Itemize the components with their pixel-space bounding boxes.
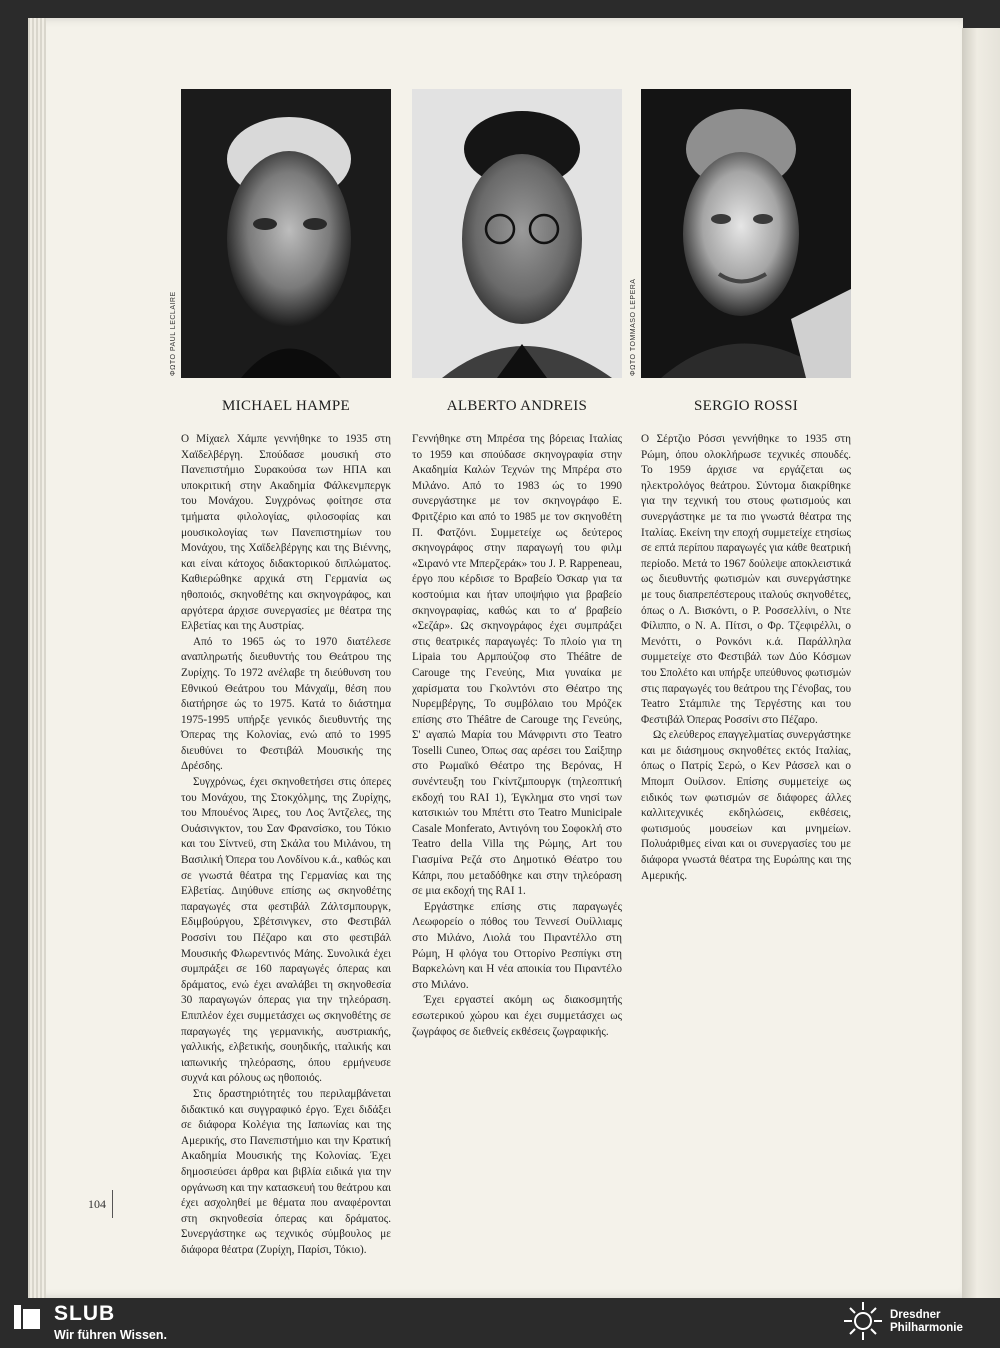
portrait-photo-rossi <box>641 89 851 378</box>
portrait-photo-andreis <box>412 89 622 378</box>
person-name-andreis: ALBERTO ANDREIS <box>446 398 588 414</box>
person-name-rossi: SERGIO ROSSI <box>693 398 799 414</box>
philharmonie-logo-icon[interactable] <box>842 1300 884 1342</box>
library-tagline: Wir führen Wissen. <box>54 1328 167 1342</box>
partner-name-line: Philharmonie <box>890 1322 963 1334</box>
library-name[interactable]: SLUB <box>54 1302 116 1325</box>
person-name-hampe: MICHAEL HAMPE <box>222 398 350 414</box>
slub-logo-icon[interactable] <box>14 1305 40 1329</box>
bio-paragraph: Εργάστηκε επίσης στις παραγωγές Λεωφορείο ο πόθος του Τεννεσί Ουίλλιαμς στο Μιλάνο, Λιολά του Πιραντέλλο στη Ρώμη, Η φλόγα του Οττορίνο Ρεσπίγκι στη Βαρκελώνη και Η νέα αποικία του Πιραντέλο στο Μιλάνο. <box>412 900 622 991</box>
bio-paragraph: Γεννήθηκε στη Μπρέσα της βόρειας Ιταλίας το 1959 και σπούδασε σκηνογραφία στην Ακαδημία Καλών Τεχνών της Μπρέρα στο Μιλάνο. Από το 1983 ώς το 1990 συνεργάστηκε με τον σκηνογράφο Ε. Φριτζέριο και από το 1985 με τον σκηνοθέτη Π. Φατζόνι. Συμμετείχε ως δεύτερος σκηνογράφος στην παραγωγή του φιλμ «Σιρανό ντε Μπερζεράκ» του J. P. Rappeneau, έργο που κέρδισε το Βραβείο Όσκαρ για τα κοστούμια και ήταν υποψήφιο για βραβείο σκηνογραφίας, καθώς και το α' βραβείο «Σεζάρ». Ως σκηνογράφος έχει συμπράξει στις θεατρικές παραγωγές: Το πλοίο για τη Lipaia του Αρμπούζοφ στο Théâtre de Carouge της Γενεύης, Μια γυναίκα με χαρίσματα του Γκολντόνι στο Θέατρο της Νυρεμβέργης, Το συμβόλαιο του Μρόζεκ επίσης στο Théâtre de Carouge της Γενεύης, Σ' αγαπώ Μαρία του Μάνφριντι στο Teatro Toselli Cuneo, Όπως σας αρέσει του Σαίξπηρ στο Ρωμαϊκό Θέατρο της Βερόνας, Η συνέντευξη του Γκίντζμπουργκ (τηλεοπτική εκδοχή του RAI 1), Έγκλημα στο νησί των κατσικιών του Μπέττι στο Teatro Municipale Casale Monferato, Αντιγόνη του Σοφοκλή στο Teatro della Villa της Ρώμης, Art του Γιασμίνα Ρεζά στο Δημοτικό Θέατρο του Κάπρι, που μεταδόθηκε και στην τηλεόραση σε μια εκδοχή της RAI 1. <box>412 433 622 898</box>
partner-name-line: Dresdner <box>890 1309 941 1321</box>
bio-paragraph: Από το 1965 ώς το 1970 διατέλεσε αναπληρωτής διευθυντής του Θεάτρου της Ζυρίχης. Το 1972 ανέλαβε τη διεύθυνση του Εθνικού Θεάτρου του Μάνχαϊμ, θέση που διατήρησε ώς το 1975. Κατά το διάστημα 1975-1995 υπήρξε γενικός διευθυντής της Όπερας της Κολονίας, ενώ από το 1995 διευθύνει το Φεστιβάλ Μουσικής της Δρέσδης. <box>181 635 391 773</box>
facing-page-edge <box>962 28 1000 1298</box>
bio-paragraph: Ως ελεύθερος επαγγελματίας συνεργάστηκε και με διάσημους σκηνοθέτες εκτός Ιταλίας, όπως ο Πατρίς Σερώ, ο Κεν Ράσσελ και ο Μπομπ Ουίλσον. Επίσης συμμετείχε ως ειδικός των φωτισμών σε διάφορες άλλες καλλιτεχνικές εκδηλώσεις, εκθέσεις, φωτισμούς μουσείων και μνημείων. Πολυάριθμες είναι και οι συνεργασίες του με διάφορα γνωστά θέατρα της Ευρώπης και της Αμερικής. <box>641 729 851 882</box>
page-edge <box>28 18 46 1298</box>
portrait-photo-hampe <box>181 89 391 378</box>
page-number-rule <box>112 1190 113 1218</box>
bio-paragraph: Ο Μίχαελ Χάμπε γεννήθηκε το 1935 στη Χαϊδελβέργη. Σπούδασε μουσική στο Πανεπιστήμιο Συρακούσα των ΗΠΑ και υποκριτική στην Ακαδημία Φάλκενμπεργκ του Μονάχου. Συγχρόνως φοίτησε στα τμήματα φιλολογίας, φιλοσοφίας και μουσικολογίας των Πανεπιστημίων του Μονάχου, της Χαϊδελβέργης και της Βιέννης, και είναι κάτοχος διδακτορικού διπλώματος. Καθιερώθηκε αρχικά στη Γερμανία ως ηθοποιός, σκηνοθέτης και σκηνογράφος, και αργότερα άρχισε συνεργασίες με θέατρα της Ελβετίας και της Αυστρίας. <box>181 433 391 633</box>
page-number: 104 <box>88 1197 106 1211</box>
bio-column-hampe <box>181 432 391 1258</box>
bio-paragraph: Έχει εργαστεί ακόμη ως διακοσμητής εσωτερικού χώρου και έχει συμμετάσχει ως ζωγράφος σε διεθνείς εκθέσεις ζωγραφικής. <box>412 994 622 1038</box>
portrait-image <box>641 89 851 378</box>
bio-paragraph: Στις δραστηριότητές του περιλαμβάνεται διδακτικό και συγγραφικό έργο. Έχει διδάξει σε διάφορα Κολέγια της Ιαπωνίας και της Αμερικής, στο Πανεπιστήμιο και την Κρατική Ακαδημία Μουσικής της Κολονίας. Έχει δημοσιεύσει άρθρα και βιβλία ειδικά για την οργάνωση και την κατασκευή του θεάτρου και έχει ασχοληθεί με θέματα που αναφέρονται στη σκηνοθεσία όπερας και δράματος. Συνεργάστηκε ως τεχνικός σύμβουλος με διάφορα θέατρα (Ζυρίχη, Παρίσι, Τόκιο). <box>181 1087 391 1256</box>
bio-paragraph: Συγχρόνως, έχει σκηνοθετήσει στις όπερες του Μονάχου, της Στοκχόλμης, της Ζυρίχης, του Μπουένος Άιρες, του Λος Άντζελες, της Ουάσινγκτον, του Σαν Φρανσίσκο, του Τόκιο και του Σίντνεϋ, στη Σκάλα του Μιλάνου, τη Βασιλική Όπερα του Λονδίνου κ.ά., καθώς και σε γνωστά θέατρα της Γερμανίας και της Ελβετίας. Διηύθυνε επίσης ως σκηνοθέτης παραγωγές στα φεστιβάλ Ζάλτσμπουργκ, Εδιμβούργου, Σβέτσινγκεν, στο Φεστιβάλ Ροσσίνι του Πέζαρο και στο φεστιβάλ Μουσικής Φλωρεντινός Μάης. Συνολικά έχει συμπράξει σε 160 παραγωγές όπερας και δράματος, ενώ έχει αναλάβει τη σκηνοθεσία 30 παραγωγών όπερας για την τηλεόραση. Επιπλέον έχει συμμετάσχει ως σκηνοθέτης σε παραγωγές της γερμανικής, αυστριακής, γαλλικής, ελβετικής, σουηδικής, ιταλικής και ιαπωνικής τηλεόρασης, όπου ερμήνευσε συχνά και ρόλους ως ηθοποιός. <box>181 776 391 1085</box>
partner-name <box>890 1309 963 1335</box>
photo-credit: ΦΩΤΟ TOMMASO LEPERA <box>630 278 637 376</box>
photo-credit: ΦΩΤΟ PAUL LECLAIRE <box>170 291 177 376</box>
bio-column-rossi <box>641 432 851 884</box>
portrait-image <box>181 89 391 378</box>
bio-paragraph: Ο Σέρτζιο Ρόσσι γεννήθηκε το 1935 στη Ρώμη, όπου ολοκλήρωσε τεχνικές σπουδές. Το 1959 άρχισε να εργάζεται ως ηλεκτρολόγος θεάτρου. Σύντομα διακρίθηκε για την τεχνική του στους φωτισμούς και συνεργάστηκε με τα πιο γνωστά θέατρα της Ιταλίας. Εκείνη την εποχή συμμετείχε ετησίως σε επτά περίπου παραγωγές για κάθε θεατρική περίοδο. Μετά το 1967 δούλεψε αποκλειστικά ως διευθυντής φωτισμών και συνεργάστηκε με τους διαπρεπέστερους ιταλούς σκηνοθέτες, όπως ο Λ. Βισκόντι, ο Ρ. Ροσσελλίνι, ο Ντε Φίλιππο, ο Ν. Α. Πίτσι, ο Φρ. Τζεφιρέλλι, ο Μενόττι, ο Ρονκόνι κ.ά. Παράλληλα συμμετείχε στο Φεστιβάλ των Δύο Κόσμων του Σπολέτο και υπήρξε υπεύθυνος φωτισμών στις παραγωγές του θεάτρου της Γένοβας, του Teatro Στάμπιλε της Τεργέστης και του Φεστιβάλ Όπερας Ροσσίνι στο Πέζαρο. <box>641 433 851 726</box>
bio-column-andreis <box>412 432 622 1040</box>
portrait-image <box>412 89 622 378</box>
